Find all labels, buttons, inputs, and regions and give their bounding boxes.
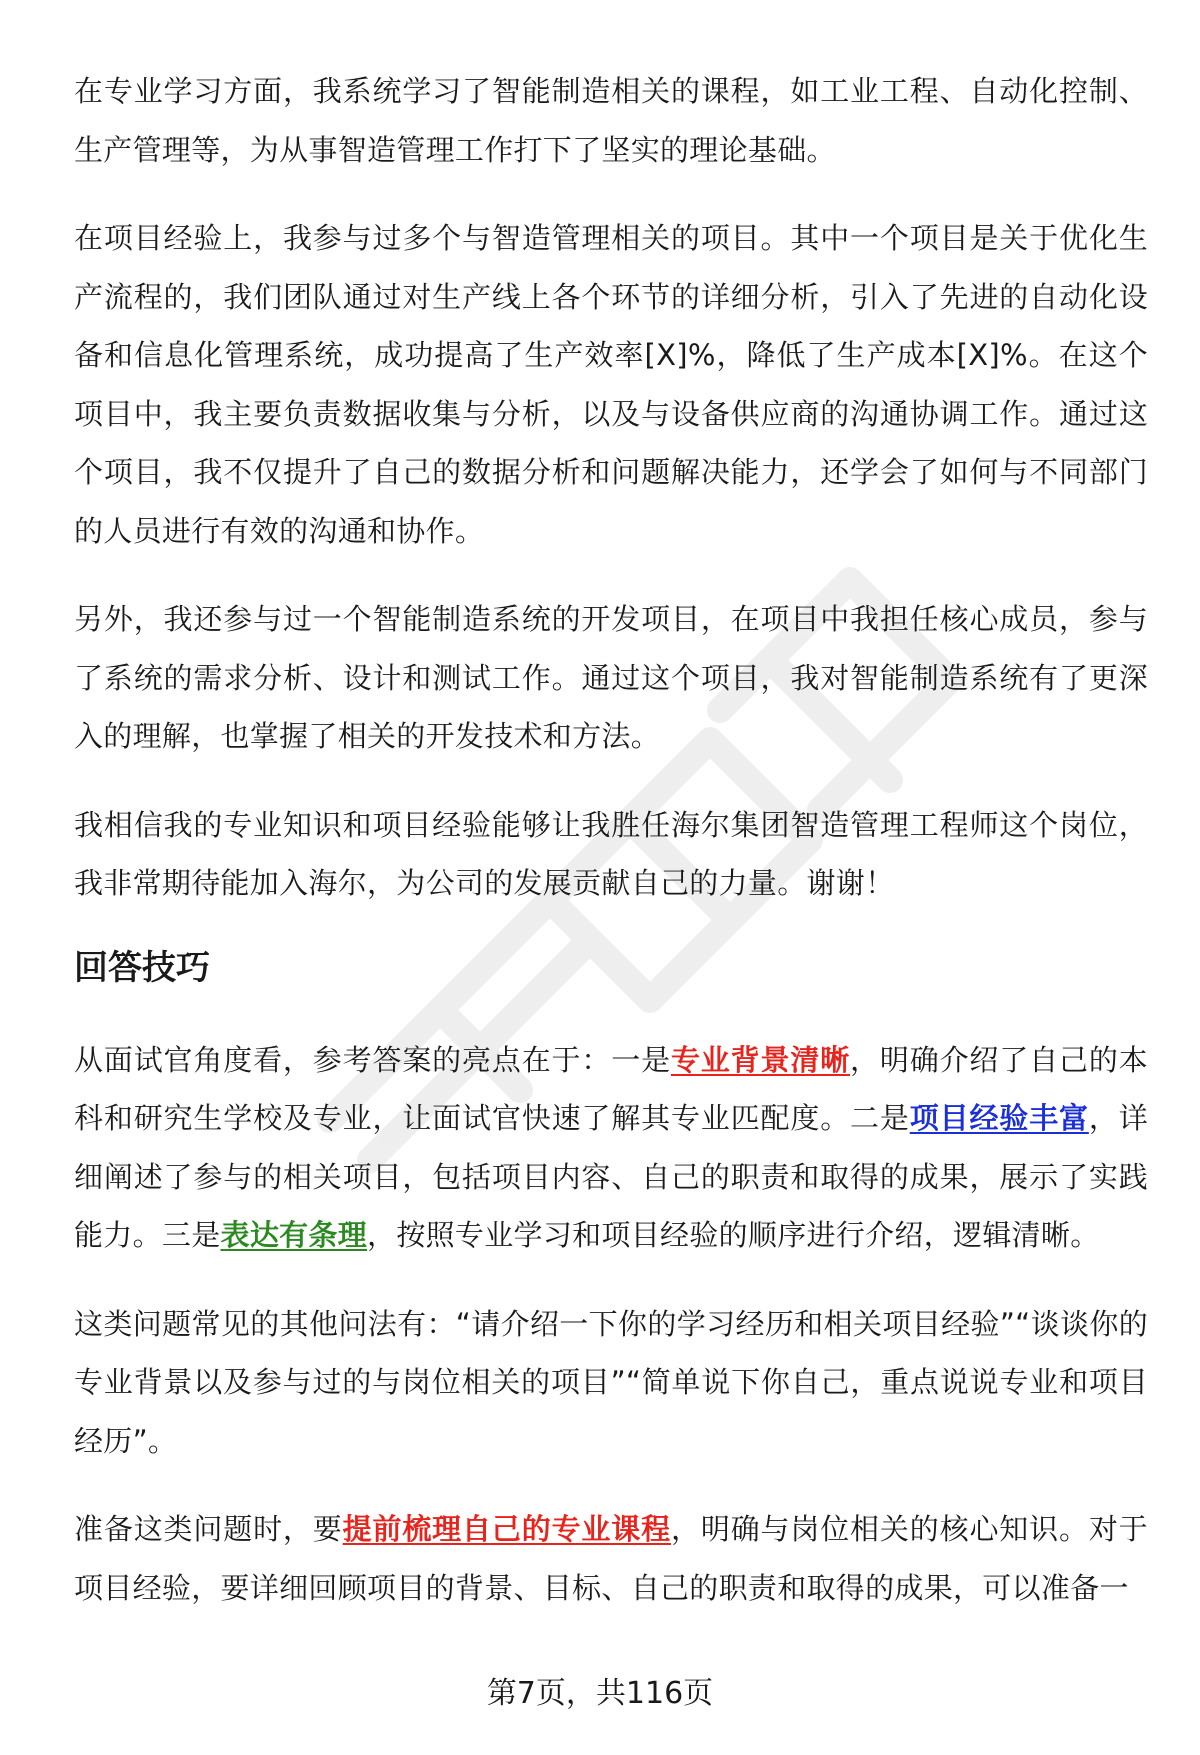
paragraph-system-development: 另外，我还参与过一个智能制造系统的开发项目，在项目中我担任核心成员，参与了系统的需求分析、设计和测试工作。通过这个项目，我对智能制造系统有了更深入的理解，也掌握了相关的开发技术和方法。 xyxy=(74,602,1148,753)
paragraph-preparation xyxy=(74,1500,1148,1617)
highlight-organized-expression: 表达有条理 xyxy=(220,1218,368,1252)
highlight-professional-background: 专业背景清晰 xyxy=(670,1042,851,1077)
preparation-text-1: 准备这类问题时，要 xyxy=(74,1512,343,1546)
highlight-project-experience: 项目经验丰富 xyxy=(909,1101,1089,1135)
highlights-text-2: ，明确介绍了自己的本科和研究生学校及专业，让面试官快速了解其专业匹配度。二是 xyxy=(74,1042,1148,1135)
section-heading: 回答技巧 xyxy=(74,947,210,988)
paragraph-project-experience: 在项目经验上，我参与过多个与智造管理相关的项目。其中一个项目是关于优化生产流程的，我们团队通过对生产线上各个环节的详细分析，引入了先进的自动化设备和信息化管理系统，成功提高了生产效率[X]%，降低了生产成本[X]%。在这个项目中，我主要负责数据收集与分析，以及与设备供应商的沟通协调工作。通过这个项目，我不仅提升了自己的数据分析和问题解决能力，还学会了如何与不同部门的人员进行有效的沟通和协作。 xyxy=(74,221,1148,548)
preparation-text-2: ，明确与岗位相关的核心知识。对于项目经验，要详细回顾项目的背景、目标、自己的职责和取得的成果，可以准备一 xyxy=(74,1512,1148,1605)
paragraph-professional-study: 在专业学习方面，我系统学习了智能制造相关的课程，如工业工程、自动化控制、生产管理等，为从事智造管理工作打下了坚实的理论基础。 xyxy=(74,74,1148,167)
page-number-footer: 第7页，共116页 xyxy=(486,1676,714,1711)
highlights-text-4: ，按照专业学习和项目经验的顺序进行介绍，逻辑清晰。 xyxy=(367,1218,1100,1252)
highlights-text-1: 从面试官角度看，参考答案的亮点在于：一是 xyxy=(74,1042,671,1077)
paragraph-closing: 我相信我的专业知识和项目经验能够让我胜任海尔集团智造管理工程师这个岗位，我非常期待能加入海尔，为公司的发展贡献自己的力量。谢谢！ xyxy=(74,807,1148,900)
paragraph-alternative-questions: 这类问题常见的其他问法有：“请介绍一下你的学习经历和相关项目经验”“谈谈你的专业背景以及参与过的与岗位相关的项目”“简单说下你自己，重点说说专业和项目经历”。 xyxy=(74,1306,1148,1458)
paragraph-highlights xyxy=(74,1031,1148,1265)
highlights-text-3: ，详细阐述了参与的相关项目，包括项目内容、自己的职责和取得的成果，展示了实践能力。三是 xyxy=(74,1101,1148,1252)
highlight-review-courses: 提前梳理自己的专业课程 xyxy=(342,1512,671,1546)
document-body xyxy=(74,62,1148,1647)
